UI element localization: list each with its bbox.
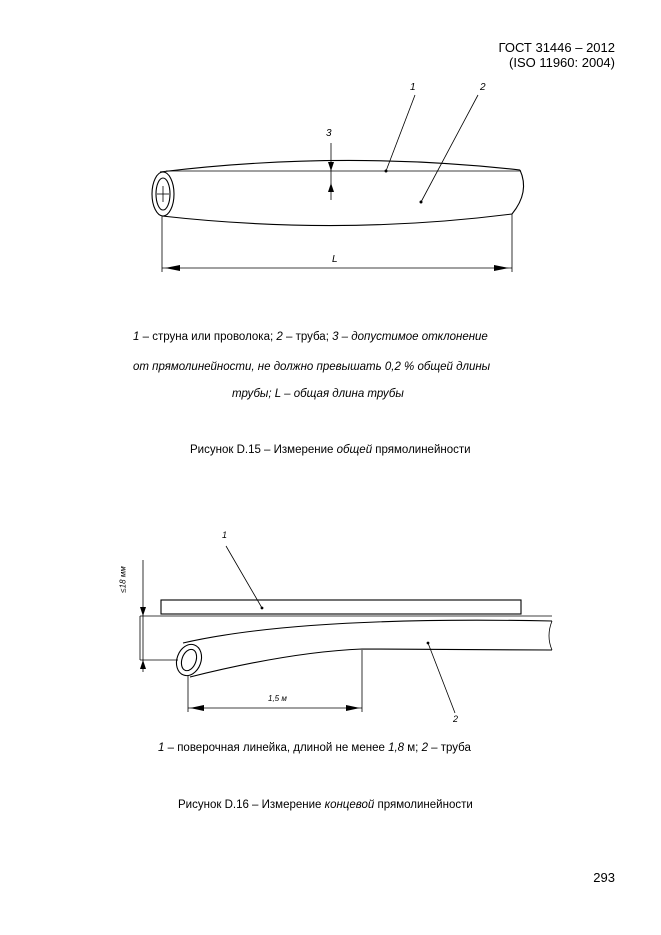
figure-d16-caption: Рисунок D.16 – Измерение концевой прямолинейности [178, 799, 473, 811]
fig16-distance-label: 1,5 м [268, 694, 287, 703]
fig16-label-1: 1 [222, 530, 228, 540]
fig15-label-3: 3 [326, 128, 332, 139]
page-number: 293 [593, 870, 615, 885]
pipe-right-end [512, 170, 524, 214]
fig15-label-1: 1 [410, 82, 416, 93]
fig15-legend-line3: трубы; L – общая длина трубы [232, 388, 404, 400]
leader-2 [421, 95, 478, 202]
standard-number: ГОСТ 31446 – 2012 [498, 40, 615, 55]
fig15-label-2: 2 [480, 82, 486, 93]
leader-1 [386, 95, 415, 171]
pipe-bottom-edge [162, 214, 512, 226]
fig16-gap-label: ≤18 мм [118, 566, 128, 593]
iso-reference: (ISO 11960: 2004) [509, 55, 615, 70]
fig15-legend-line2: от прямолинейности, не должно превышать 0,2 % общей длины [133, 361, 491, 373]
pipe-top-edge [160, 160, 520, 172]
fig15-label-length: L [332, 254, 338, 265]
deviation-arrow-bottom [328, 183, 334, 192]
fig16-label-2: 2 [453, 714, 459, 724]
fig15-legend-line1: 1 – струна или проволока; 2 – труба; 3 – допустимое отклонение [133, 331, 488, 343]
figure-d15-caption: Рисунок D.15 – Измерение общей прямолинейности [190, 444, 471, 456]
deviation-arrow-top [328, 162, 334, 171]
fig16-legend: 1 – поверочная линейка, длиной не менее 1,8 м; 2 – труба [158, 742, 471, 754]
